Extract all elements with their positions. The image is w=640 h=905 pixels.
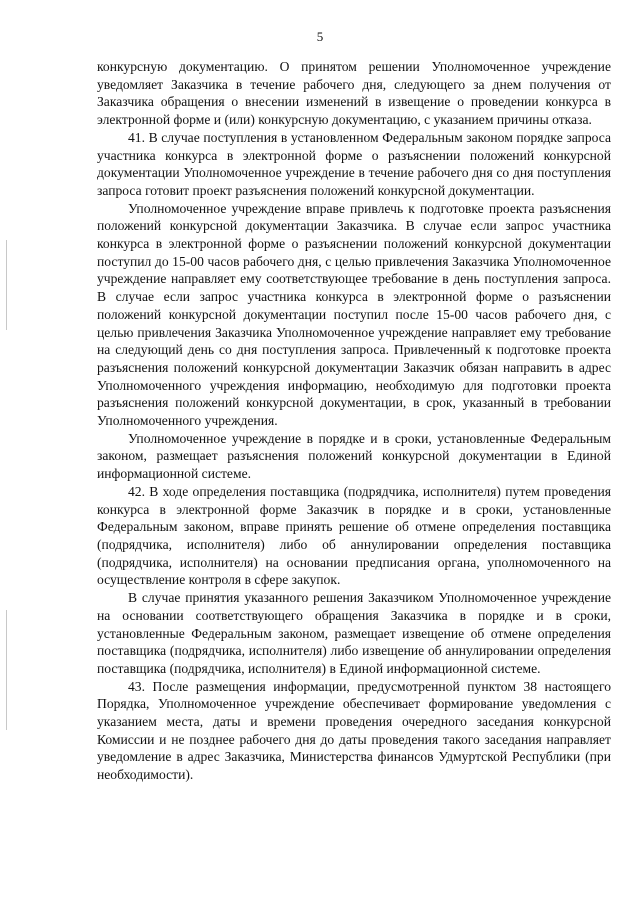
paragraph-clause-41: 41. В случае поступления в установленном Федеральным законом порядке запроса участника конкурса в электронной форме о разъяснении положений конкурсной документации Уполномоченное учреждение в течение рабочего дня со дня поступления запроса готовит проект разъяснения положений конкурсной документации. — [97, 129, 611, 198]
document-body — [97, 58, 611, 784]
paragraph-clarification-publication: Уполномоченное учреждение в порядке и в сроки, установленные Федеральным законом, размещает разъяснения положений конкурсной документации в Единой информационной системе. — [97, 430, 611, 482]
paragraph-cancellation-notice: В случае принятия указанного решения Заказчиком Уполномоченное учреждение на основании соответствующего обращения Заказчика в порядке и в сроки, установленные Федеральным законом, размещает извещение об отмене определения поставщика (подрядчика, исполнителя) либо извещение об аннулировании определения поставщика (подрядчика, исполнителя) в Единой информационной системе. — [97, 590, 611, 676]
paragraph-continuation: конкурсную документацию. О принятом решении Уполномоченное учреждение уведомляет Заказчика в течение рабочего дня, следующего за днем получения от Заказчика обращения о внесении изменений в извещение о проведении конкурса в электронной форме и (или) конкурсную документацию, с указанием причины отказа. — [97, 59, 611, 128]
paragraph-clause-43: 43. После размещения информации, предусмотренной пунктом 38 настоящего Порядка, Уполномоченное учреждение обеспечивает формирование уведомления с указанием места, даты и времени проведения очередного заседания конкурсной Комиссии и не позднее рабочего дня до даты проведения такого заседания направляет уведомление в адрес Заказчика, Министерства финансов Удмуртской Республики (при необходимости). — [97, 678, 611, 783]
page-number: 5 — [316, 29, 324, 44]
paragraph-clarification-involvement: Уполномоченное учреждение вправе привлечь к подготовке проекта разъяснения положений конкурсной документации Заказчика. В случае если запрос участника конкурса в электронной форме о разъяснении положений конкурсной документации поступил до 15-00 часов рабочего дня, с целью привлечения Заказчика Уполномоченное учреждение направляет ему соответствующее требование в день поступления запроса. В случае если запрос участника конкурса в электронной форме о разъяснении положений конкурсной документации поступил после 15-00 часов рабочего дня, с целью привлечения Заказчика Уполномоченное учреждение направляет ему требование на следующий день со дня поступления запроса. Привлеченный к подготовке проекта разъяснения положений конкурсной документации Заказчик обязан направить в адрес Уполномоченного учреждения информацию, необходимую для подготовки проекта разъяснения положений конкурсной документации, в срок, указанный в требовании Уполномоченного учреждения. — [97, 200, 611, 429]
scan-edge-mark — [6, 240, 7, 330]
scan-edge-mark — [6, 610, 7, 730]
paragraph-clause-42: 42. В ходе определения поставщика (подрядчика, исполнителя) путем проведения конкурса в электронной форме Заказчик в порядке и в сроки, установленные Федеральным законом, вправе принять решение об отмене определения поставщика (подрядчика, исполнителя) либо об аннулировании определения поставщика (подрядчика, исполнителя) на основании предписания органа, уполномоченного на осуществление контроля в сфере закупок. — [97, 483, 611, 588]
